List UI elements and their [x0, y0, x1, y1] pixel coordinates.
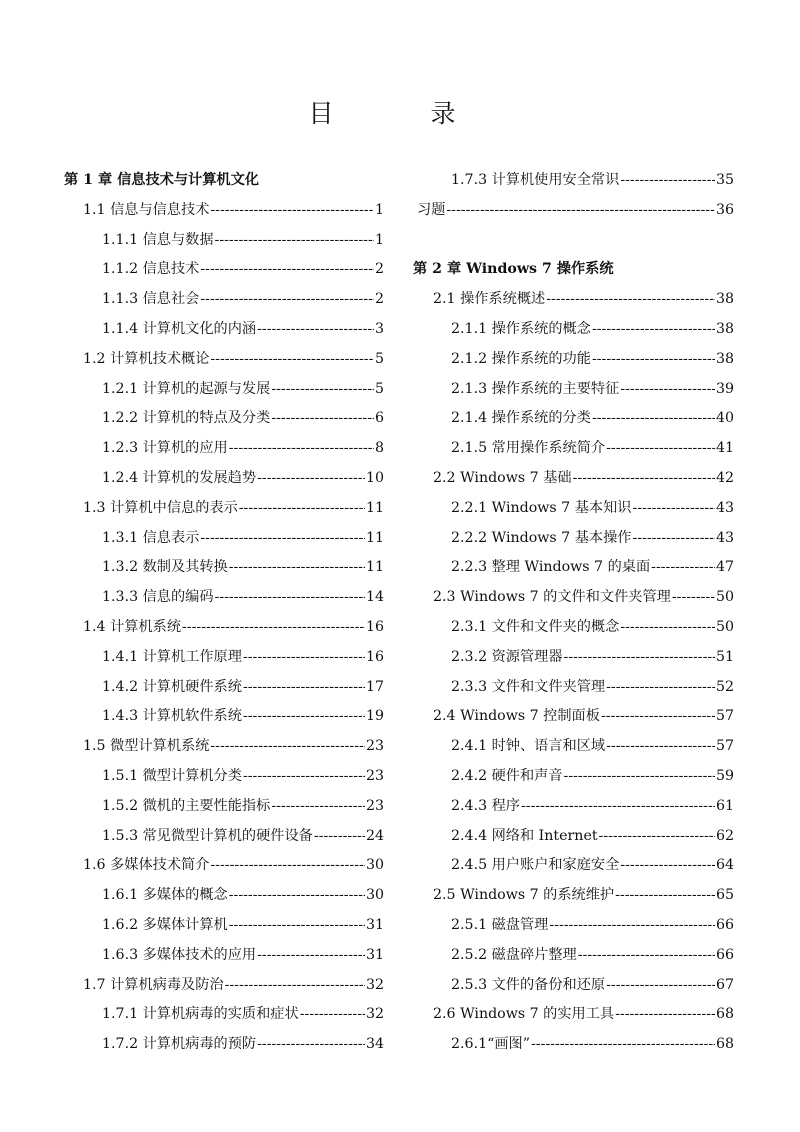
toc-chapter-heading[interactable] [413, 255, 734, 285]
toc-leader-dashes [599, 822, 715, 850]
toc-entry-title: 1.6.3 多媒体技术的应用 [102, 946, 257, 963]
toc-entry-title: 1.2 计算机技术概论 [83, 350, 210, 367]
toc-leader-dashes [200, 285, 374, 313]
toc-entry[interactable] [64, 971, 384, 1001]
toc-leader-dashes [601, 702, 715, 730]
toc-entry[interactable] [413, 583, 734, 613]
toc-entry-title: 1.1.1 信息与数据 [102, 231, 214, 248]
toc-entry[interactable] [413, 762, 734, 792]
toc-page-number: 50 [715, 618, 734, 635]
toc-entry[interactable] [413, 524, 734, 554]
toc-entry[interactable] [413, 673, 734, 703]
toc-leader-dashes [257, 1030, 365, 1058]
toc-entry-title: 1.6.1 多媒体的概念 [102, 887, 228, 904]
toc-entry-title: 1.5.1 微型计算机分类 [102, 767, 242, 784]
toc-entry[interactable] [64, 732, 384, 762]
toc-entry[interactable] [64, 702, 384, 732]
toc-leader-dashes [243, 673, 365, 701]
toc-page-number: 31 [365, 946, 384, 963]
toc-entry[interactable] [413, 404, 734, 434]
toc-entry-title: 1.7 计算机病毒及防治 [83, 976, 224, 993]
toc-entry[interactable] [64, 673, 384, 703]
toc-leader-dashes [239, 494, 365, 522]
toc-entry-title: 2.2.1 Windows 7 基本知识 [451, 499, 632, 516]
toc-entry-title: 1.7.2 计算机病毒的预防 [102, 1036, 257, 1053]
toc-page-number: 30 [365, 857, 384, 874]
toc-page-number: 8 [374, 440, 384, 457]
toc-leader-dashes [446, 196, 715, 224]
toc-entry-title: 2.3.2 资源管理器 [451, 648, 563, 665]
toc-page-number: 2 [374, 291, 384, 308]
toc-leader-dashes [200, 255, 374, 283]
toc-entry[interactable] [413, 553, 734, 583]
toc-entry-title: 1.3.1 信息表示 [102, 529, 200, 546]
toc-leader-dashes [606, 971, 715, 999]
toc-page-number: 17 [365, 678, 384, 695]
toc-page-number: 40 [715, 410, 734, 427]
toc-entry-title: 1.6 多媒体技术简介 [83, 857, 210, 874]
toc-page-number: 62 [715, 827, 734, 844]
toc-entry-title: 2.4 Windows 7 控制面板 [433, 708, 600, 725]
toc-page-number: 10 [365, 469, 384, 486]
toc-entry-title: 2.6.1“画图” [451, 1036, 530, 1053]
toc-entry[interactable] [64, 404, 384, 434]
toc-entry-title: 1.2.2 计算机的特点及分类 [102, 410, 271, 427]
toc-entry-title: 2.1.1 操作系统的概念 [451, 320, 591, 337]
toc-entry[interactable] [64, 434, 384, 464]
toc-leader-dashes [257, 464, 365, 492]
toc-entry[interactable] [413, 494, 734, 524]
toc-page-number: 51 [715, 648, 734, 665]
toc-leader-dashes [300, 1000, 365, 1028]
toc-page-number: 59 [715, 767, 734, 784]
toc-entry-title: 1.4 计算机系统 [83, 618, 182, 635]
toc-page-number: 68 [715, 1006, 734, 1023]
toc-entry[interactable] [413, 941, 734, 971]
toc-page-number: 57 [715, 738, 734, 755]
toc-entry-title: 1.5 微型计算机系统 [83, 738, 210, 755]
toc-entry[interactable] [413, 375, 734, 405]
toc-entry[interactable] [64, 226, 384, 256]
toc-entry-title: 2.5.2 磁盘碎片整理 [451, 946, 577, 963]
toc-entry-title: 1.4.2 计算机硬件系统 [102, 678, 242, 695]
toc-entry[interactable] [413, 792, 734, 822]
toc-entry-title: 2.1.5 常用操作系统简介 [451, 440, 606, 457]
toc-entry-title: 2.4.2 硬件和声音 [451, 767, 563, 784]
toc-leader-dashes [651, 553, 715, 581]
toc-leader-dashes [271, 792, 365, 820]
toc-page-number: 66 [715, 916, 734, 933]
toc-entry-title: 1.3.2 数制及其转换 [102, 559, 228, 576]
toc-page-number: 41 [715, 440, 734, 457]
toc-entry-title: 2.4.4 网络和 Internet [451, 827, 598, 844]
toc-leader-dashes [606, 673, 715, 701]
toc-entry-title: 2.3 Windows 7 的文件和文件夹管理 [433, 589, 671, 606]
toc-page-number: 16 [365, 618, 384, 635]
toc-entry-title: 1.5.3 常见微型计算机的硬件设备 [102, 827, 313, 844]
toc-page-number: 66 [715, 946, 734, 963]
toc-entry[interactable] [64, 285, 384, 315]
toc-entry[interactable] [64, 464, 384, 494]
toc-entry[interactable] [64, 524, 384, 554]
toc-leader-dashes [564, 643, 715, 671]
toc-entry-title: 1.2.1 计算机的起源与发展 [102, 380, 271, 397]
toc-entry[interactable] [64, 315, 384, 345]
toc-entry[interactable] [413, 613, 734, 643]
toc-page-number: 43 [715, 499, 734, 516]
toc-entry-title: 2.1 操作系统概述 [433, 291, 546, 308]
toc-leader-dashes [271, 375, 374, 403]
toc-page-number: 43 [715, 529, 734, 546]
toc-page-number: 36 [715, 201, 734, 218]
toc-page-number: 1 [374, 201, 384, 218]
toc-entry[interactable] [413, 851, 734, 881]
toc-page-number: 47 [715, 559, 734, 576]
toc-leader-dashes [210, 345, 374, 373]
toc-leader-dashes [632, 524, 714, 552]
toc-entry[interactable] [64, 1030, 384, 1060]
toc-entry[interactable] [64, 196, 384, 226]
toc-entry-title: 2.1.4 操作系统的分类 [451, 410, 591, 427]
toc-leader-dashes [229, 434, 374, 462]
toc-entry-title: 习题 [417, 201, 446, 218]
toc-entry[interactable] [413, 434, 734, 464]
toc-entry[interactable] [64, 643, 384, 673]
toc-entry[interactable] [64, 822, 384, 852]
toc-leader-dashes [521, 792, 715, 820]
toc-entry-title: 2.5.1 磁盘管理 [451, 916, 549, 933]
toc-page-number: 14 [365, 589, 384, 606]
toc-entry[interactable] [413, 196, 734, 226]
toc-leader-dashes [615, 881, 715, 909]
toc-leader-dashes [243, 643, 365, 671]
toc-leader-dashes [200, 524, 365, 552]
toc-entry[interactable] [64, 583, 384, 613]
toc-page-number: 5 [374, 380, 384, 397]
toc-entry-title: 第 2 章 Windows 7 操作系统 [413, 261, 614, 278]
toc-leader-dashes [592, 315, 715, 343]
toc-entry-title: 1.1.2 信息技术 [102, 261, 200, 278]
toc-entry[interactable] [413, 643, 734, 673]
toc-leader-dashes [606, 732, 715, 760]
toc-entry-title: 1.2.3 计算机的应用 [102, 440, 228, 457]
toc-entry-title: 2.5 Windows 7 的系统维护 [433, 887, 615, 904]
toc-leader-dashes [182, 613, 365, 641]
toc-leader-dashes [615, 1000, 715, 1028]
toc-page-number: 24 [365, 827, 384, 844]
toc-page-number: 23 [365, 738, 384, 755]
toc-page-number: 3 [374, 320, 384, 337]
toc-entry-title: 2.3.3 文件和文件夹管理 [451, 678, 606, 695]
toc-entry[interactable] [413, 166, 734, 196]
toc-entry-title: 2.6 Windows 7 的实用工具 [433, 1006, 615, 1023]
toc-entry[interactable] [413, 315, 734, 345]
toc-page-number: 52 [715, 678, 734, 695]
toc-entry-title: 1.4.1 计算机工作原理 [102, 648, 242, 665]
toc-page-number: 38 [715, 350, 734, 367]
toc-entry[interactable] [413, 702, 734, 732]
toc-leader-dashes [229, 881, 365, 909]
toc-entry-title: 第 1 章 信息技术与计算机文化 [64, 172, 259, 188]
toc-page-number: 61 [715, 797, 734, 814]
toc-page-number: 2 [374, 261, 384, 278]
toc-entry[interactable] [413, 822, 734, 852]
toc-entry[interactable] [64, 494, 384, 524]
toc-entry[interactable] [413, 345, 734, 375]
toc-entry[interactable] [413, 1030, 734, 1060]
toc-leader-dashes [620, 851, 715, 879]
toc-leader-dashes [271, 404, 374, 432]
toc-page-number: 30 [365, 887, 384, 904]
toc-entry-title: 2.4.5 用户账户和家庭安全 [451, 857, 620, 874]
toc-entry[interactable] [64, 792, 384, 822]
toc-leader-dashes [592, 345, 715, 373]
toc-page-number: 5 [374, 350, 384, 367]
toc-page-number: 6 [374, 410, 384, 427]
toc-right-column [413, 166, 734, 1060]
toc-entry-title: 2.3.1 文件和文件夹的概念 [451, 618, 620, 635]
toc-leader-dashes [531, 1030, 715, 1058]
toc-page-number: 32 [365, 1006, 384, 1023]
toc-page-number: 50 [715, 589, 734, 606]
toc-entry-title: 2.2.3 整理 Windows 7 的桌面 [451, 559, 651, 576]
toc-page-number: 11 [365, 559, 384, 576]
toc-entry[interactable] [64, 613, 384, 643]
toc-leader-dashes [606, 434, 715, 462]
toc-leader-dashes [215, 583, 365, 611]
toc-leader-dashes [257, 315, 374, 343]
toc-page-number: 38 [715, 320, 734, 337]
page-title: 目 录 [308, 99, 492, 128]
toc-page-number: 11 [365, 529, 384, 546]
toc-spacer [413, 226, 734, 256]
toc-left-column [64, 166, 384, 1060]
toc-entry-title: 2.4.3 程序 [451, 797, 520, 814]
toc-page-number: 32 [365, 976, 384, 993]
toc-page-number: 39 [715, 380, 734, 397]
toc-entry-title: 1.1.4 计算机文化的内涵 [102, 320, 257, 337]
toc-page-number: 65 [715, 887, 734, 904]
toc-entry[interactable] [64, 911, 384, 941]
toc-leader-dashes [229, 553, 365, 581]
toc-entry[interactable] [64, 762, 384, 792]
toc-entry[interactable] [413, 732, 734, 762]
toc-entry-title: 1.6.2 多媒体计算机 [102, 916, 228, 933]
toc-page-number: 57 [715, 708, 734, 725]
toc-leader-dashes [549, 911, 715, 939]
toc-chapter-heading[interactable] [64, 166, 384, 196]
toc-entry-title: 1.7.3 计算机使用安全常识 [451, 172, 620, 188]
toc-entry-title: 2.4.1 时钟、语言和区域 [451, 738, 606, 755]
toc-entry-title: 2.5.3 文件的备份和还原 [451, 976, 606, 993]
toc-entry-title: 2.1.3 操作系统的主要特征 [451, 380, 620, 397]
toc-entry-title: 1.1.3 信息社会 [102, 291, 200, 308]
toc-page-number: 19 [365, 708, 384, 725]
toc-leader-dashes [546, 285, 715, 313]
toc-entry[interactable] [413, 464, 734, 494]
toc-entry[interactable] [413, 1000, 734, 1030]
toc-leader-dashes [573, 464, 715, 492]
toc-entry[interactable] [64, 1000, 384, 1030]
toc-leader-dashes [215, 226, 374, 254]
toc-leader-dashes [210, 196, 374, 224]
toc-leader-dashes [314, 822, 365, 850]
toc-page-number: 64 [715, 857, 734, 874]
toc-page-number: 31 [365, 916, 384, 933]
toc-entry[interactable] [64, 881, 384, 911]
toc-entry-title: 2.2 Windows 7 基础 [433, 469, 572, 486]
toc-entry-title: 1.1 信息与信息技术 [83, 201, 210, 218]
toc-leader-dashes [564, 762, 715, 790]
toc-leader-dashes [210, 851, 365, 879]
toc-page-number: 38 [715, 291, 734, 308]
toc-entry-title: 2.1.2 操作系统的功能 [451, 350, 591, 367]
toc-page-number: 35 [715, 172, 734, 188]
toc-entry-title: 1.3.3 信息的编码 [102, 589, 214, 606]
toc-page-number: 23 [365, 797, 384, 814]
toc-leader-dashes [225, 971, 365, 999]
toc-leader-dashes [229, 911, 365, 939]
toc-page-number: 23 [365, 767, 384, 784]
toc-entry[interactable] [64, 345, 384, 375]
toc-page-number: 42 [715, 469, 734, 486]
toc-page-number: 34 [365, 1036, 384, 1053]
toc-page-number: 67 [715, 976, 734, 993]
toc-entry[interactable] [64, 255, 384, 285]
toc-entry[interactable] [413, 285, 734, 315]
toc-entry[interactable] [413, 971, 734, 1001]
toc-leader-dashes [672, 583, 715, 611]
toc-leader-dashes [578, 941, 715, 969]
toc-entry[interactable] [64, 553, 384, 583]
toc-entry-title: 1.5.2 微机的主要性能指标 [102, 797, 271, 814]
toc-entry[interactable] [64, 851, 384, 881]
toc-leader-dashes [243, 762, 365, 790]
toc-leader-dashes [257, 941, 365, 969]
toc-leader-dashes [592, 404, 715, 432]
toc-leader-dashes [210, 732, 365, 760]
toc-entry-title: 1.3 计算机中信息的表示 [83, 499, 238, 516]
toc-entry[interactable] [64, 375, 384, 405]
toc-page-number: 68 [715, 1036, 734, 1053]
toc-entry[interactable] [64, 941, 384, 971]
toc-leader-dashes [620, 375, 715, 403]
toc-entry-title: 1.7.1 计算机病毒的实质和症状 [102, 1006, 299, 1023]
toc-entry[interactable] [413, 911, 734, 941]
toc-leader-dashes [243, 702, 365, 730]
toc-leader-dashes [620, 166, 715, 194]
toc-leader-dashes [620, 613, 715, 641]
toc-entry[interactable] [413, 881, 734, 911]
toc-leader-dashes [632, 494, 714, 522]
toc-page-number: 16 [365, 648, 384, 665]
toc-entry-title: 1.4.3 计算机软件系统 [102, 708, 242, 725]
toc-page-number: 1 [374, 231, 384, 248]
toc-entry-title: 2.2.2 Windows 7 基本操作 [451, 529, 632, 546]
toc-entry-title: 1.2.4 计算机的发展趋势 [102, 469, 257, 486]
toc-page-number: 11 [365, 499, 384, 516]
